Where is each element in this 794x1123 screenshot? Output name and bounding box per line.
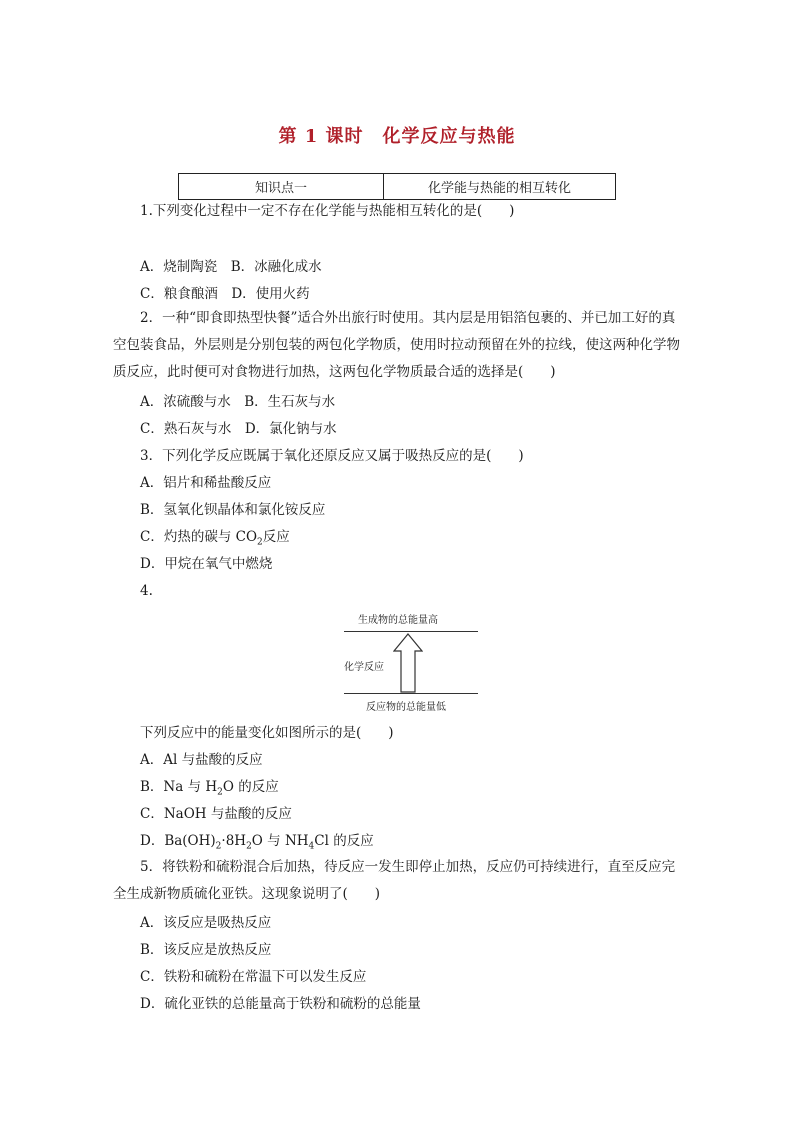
page-title: 第 1 课时 化学反应与热能 <box>278 126 516 147</box>
q1-stem: 1.下列变化过程中一定不存在化学能与热能相互转化的是( ) <box>140 203 515 219</box>
q5-stem: 5．将铁粉和硫粉混合后加热，待反应一发生即停止加热，反应仍可持续进行，直至反应完全生成新物质硫化亚铁。这现象说明了( ) <box>113 859 676 902</box>
products-energy-label: 生成物的总能量高 <box>358 615 438 626</box>
up-arrow-icon <box>393 633 423 694</box>
q1-options-cd: C．粮食酿酒 D．使用火药 <box>140 286 310 302</box>
products-energy-line <box>344 631 478 632</box>
q5-option-b: B．该反应是放热反应 <box>140 942 272 958</box>
q5-option-d: D．硫化亚铁的总能量高于铁粉和硫粉的总能量 <box>140 996 421 1012</box>
knowledge-point-table <box>178 173 616 200</box>
q3-stem: 3．下列化学反应既属于氧化还原反应又属于吸热反应的是( ) <box>140 448 524 464</box>
energy-diagram <box>342 606 482 716</box>
q2-stem: 2．一种“即食即热型快餐”适合外出旅行时使用。其内层是用铝箔包裹的、并已加工好的真空包装食品，外层则是分别包装的两包化学物质，使用时拉动预留在外的拉线，使这两种化学物质反应，此时便可对食物进行加热，这两包化学物质最合适的选择是( ) <box>113 310 680 380</box>
q3-option-b: B．氢氧化钡晶体和氯化铵反应 <box>140 502 326 518</box>
q2-options-cd: C．熟石灰与水 D．氯化钠与水 <box>140 421 337 437</box>
q5-option-c: C．铁粉和硫粉在常温下可以发生反应 <box>140 969 367 985</box>
reaction-label: 化学反应 <box>344 662 384 673</box>
q4-option-c: C．NaOH 与盐酸的反应 <box>140 806 292 822</box>
q3-option-c: C．灼热的碳与 $CO_2$反应 <box>140 529 290 548</box>
q3-option-a: A．铝片和稀盐酸反应 <box>140 475 272 491</box>
q3-option-d: D．甲烷在氧气中燃烧 <box>140 556 273 572</box>
q4-option-d: D．$Ba(OH)_2\cdot 8H_2O$ 与 $NH_4Cl$ 的反应 <box>140 833 374 852</box>
reactants-energy-label: 反应物的总能量低 <box>366 702 446 713</box>
q4-option-a: A．Al 与盐酸的反应 <box>140 752 263 768</box>
q4-option-b: B．Na 与 $H_2O$ 的反应 <box>140 779 279 798</box>
q2-options-ab: A．浓硫酸与水 B．生石灰与水 <box>140 394 336 410</box>
q1-options-ab: A．烧制陶瓷 B．冰融化成水 <box>140 259 322 275</box>
reactants-energy-line <box>344 693 478 694</box>
q5-option-a: A．该反应是吸热反应 <box>140 915 272 931</box>
q4-stem: 下列反应中的能量变化如图所示的是( ) <box>140 725 394 741</box>
knowledge-point-label: 知识点一 <box>179 174 384 200</box>
knowledge-point-topic: 化学能与热能的相互转化 <box>384 174 616 200</box>
q4-number: 4. <box>140 583 153 599</box>
